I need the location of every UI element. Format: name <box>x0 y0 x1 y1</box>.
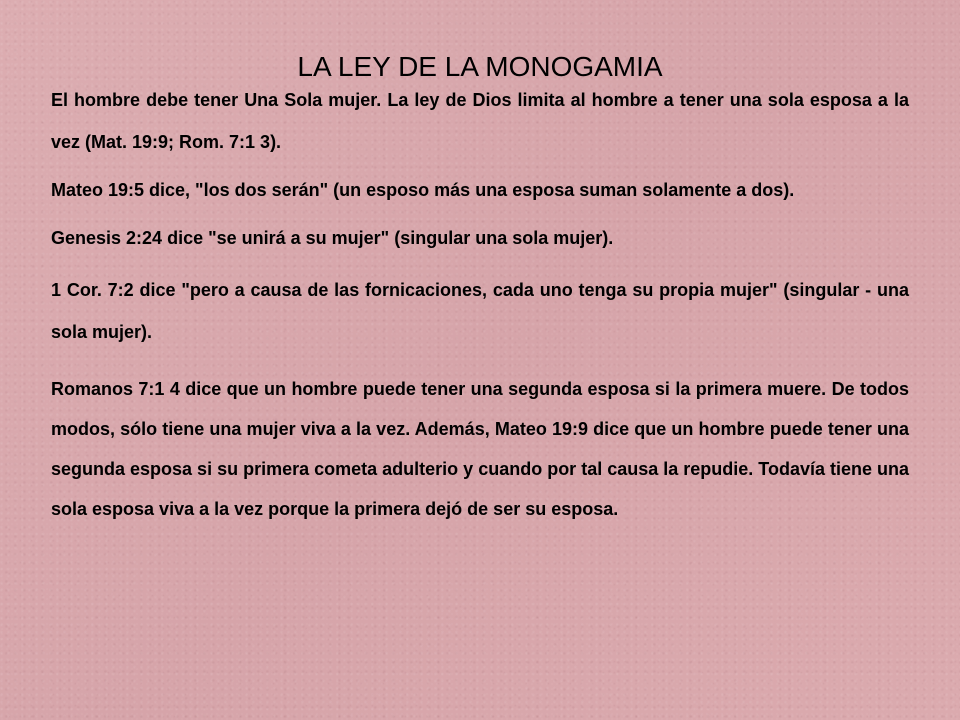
slide-body <box>51 79 909 529</box>
paragraph-mateo-19-5: Mateo 19:5 dice, "los dos serán" (un esposo más una esposa suman solamente a dos). <box>51 180 795 200</box>
paragraph-romanos-7: Romanos 7:1 4 dice que un hombre puede tener una segunda esposa si la primera muere. De todos modos, sólo tiene una mujer viva a la vez. Además, Mateo 19:9 dice que un hombre puede tener una segunda esposa si su primera cometa adulterio y cuando por tal causa la repudie. Todavía tiene una sola esposa viva a la vez porque la primera dejó de ser su esposa. <box>51 379 909 519</box>
paragraph-genesis-2-24: Genesis 2:24 dice "se unirá a su mujer" (singular una sola mujer). <box>51 228 614 248</box>
paragraph-1-cor-7-2: 1 Cor. 7:2 dice "pero a causa de las fornicaciones, cada uno tenga su propia mujer" (singular - una sola mujer). <box>51 280 909 342</box>
paragraph-monogamy-rule: El hombre debe tener Una Sola mujer. La ley de Dios limita al hombre a tener una sola esposa a la vez (Mat. 19:9; Rom. 7:1 3). <box>51 90 909 152</box>
slide-title: LA LEY DE LA MONOGAMIA <box>297 51 663 82</box>
